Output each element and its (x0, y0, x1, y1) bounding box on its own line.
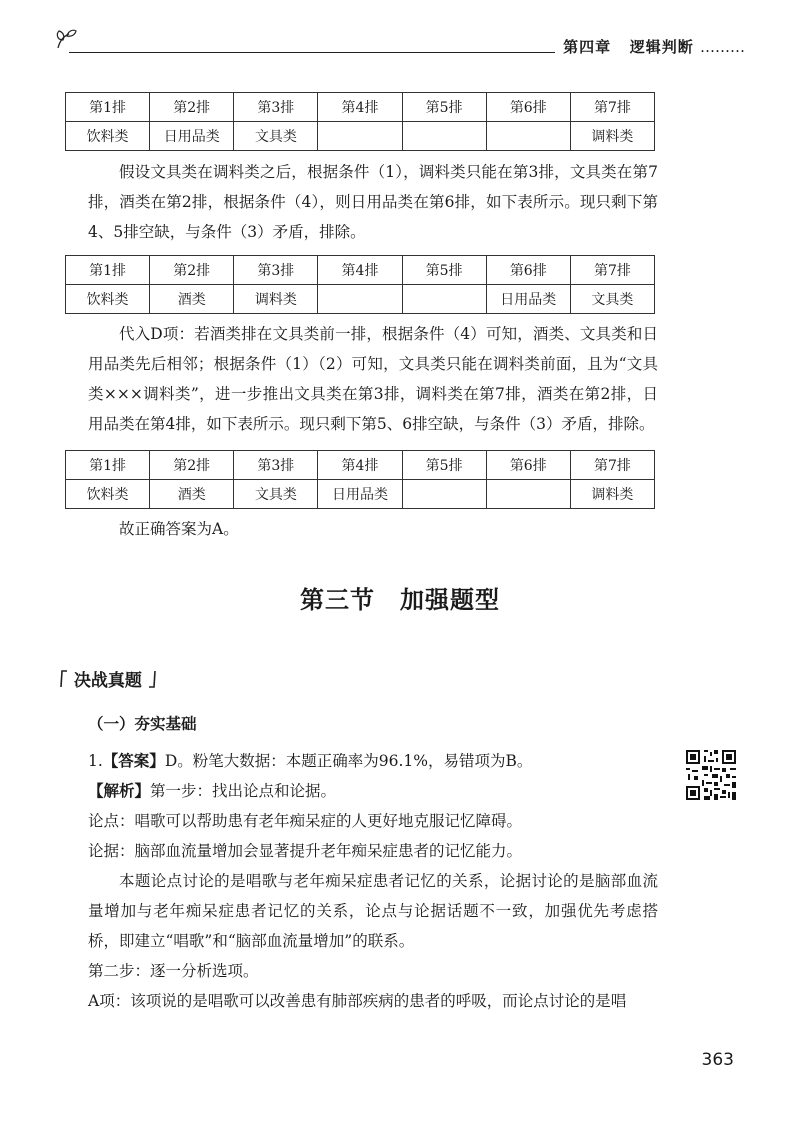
table-cell: 第6排 (486, 93, 570, 122)
table-cell: 第1排 (66, 451, 150, 480)
table-cell: 第3排 (234, 451, 318, 480)
table-cell: 第1排 (66, 256, 150, 285)
argument-line: 论点：唱歌可以帮助患有老年痴呆症的人更好地克服记忆障碍。 (88, 812, 523, 830)
table-cell: 饮料类 (66, 480, 150, 509)
table-cell: 第1排 (66, 93, 150, 122)
paragraph-case-d: 代入D项：若酒类排在文具类前一排，根据条件（4）可知，酒类、文具类和日用品类先后相邻；根据条件（1）（2）可知，文具类只能在调料类前面，且为“文具类×××调料类”，进一步推出文具类在第3排，调料类在第7排，酒类在第2排，日用品类在第4排，如下表所示。现只剩下第5、6排空缺，与条件（3）矛盾，排除。 (88, 325, 658, 433)
table-cell: 第7排 (570, 451, 654, 480)
table-cell (402, 285, 486, 314)
table-cell: 日用品类 (150, 122, 234, 151)
table-cell: 酒类 (150, 480, 234, 509)
table-row (66, 451, 655, 480)
table-cell: 文具类 (570, 285, 654, 314)
table-cell (318, 122, 402, 151)
table-cell: 第4排 (318, 93, 402, 122)
subsection-title: （一）夯实基础 (88, 715, 197, 733)
table-cell: 文具类 (234, 122, 318, 151)
table-row (66, 256, 655, 285)
option-a-line: A项：该项说的是唱歌可以改善患有肺部疾病的患者的呼吸，而论点讨论的是唱 (88, 992, 627, 1010)
table-cell (402, 480, 486, 509)
table-cell: 酒类 (150, 285, 234, 314)
table-cell: 第5排 (402, 256, 486, 285)
arrangement-table-1 (65, 92, 655, 151)
arrangement-table-2 (65, 255, 655, 314)
leaf-icon (55, 28, 77, 50)
chapter-title: 逻辑判断 (629, 38, 694, 56)
table-row (66, 93, 655, 122)
analysis-tag: 【解析】 (88, 782, 151, 800)
answer-line: 1.【答案】D。粉笔大数据：本题正确率为96.1%，易错项为B。 (88, 752, 533, 770)
table-cell: 文具类 (234, 480, 318, 509)
bracket-right-icon (148, 669, 156, 689)
table-cell: 第6排 (486, 451, 570, 480)
table-cell (318, 285, 402, 314)
arrangement-table-3 (65, 450, 655, 509)
table-row (66, 480, 655, 509)
table-cell: 饮料类 (66, 285, 150, 314)
header-rule (69, 52, 555, 53)
evidence-line: 论据：脑部血流量增加会显著提升老年痴呆症患者的记忆能力。 (88, 842, 523, 860)
chapter-label (563, 36, 745, 57)
table-cell: 第3排 (234, 256, 318, 285)
table-cell (402, 122, 486, 151)
analysis-text: 第一步：找出论点和论据。 (150, 782, 337, 800)
conclusion-text: 故正确答案为A。 (119, 520, 239, 538)
table-cell: 第5排 (402, 451, 486, 480)
table-cell: 第4排 (318, 451, 402, 480)
header-dots: ……… (700, 38, 745, 56)
table-cell: 第3排 (234, 93, 318, 122)
table-cell: 日用品类 (486, 285, 570, 314)
table-row (66, 122, 655, 151)
analysis-line (88, 776, 658, 806)
page-header (55, 28, 745, 58)
table-cell: 饮料类 (66, 122, 150, 151)
table-cell: 第7排 (570, 93, 654, 122)
box-title (60, 666, 156, 691)
answer-tag: 【答案】 (102, 752, 165, 770)
table-cell: 第2排 (150, 93, 234, 122)
bracket-left-icon (60, 669, 68, 689)
table-cell: 调料类 (234, 285, 318, 314)
table-cell: 第5排 (402, 93, 486, 122)
table-cell: 日用品类 (318, 480, 402, 509)
table-cell: 第2排 (150, 451, 234, 480)
table-cell: 调料类 (570, 480, 654, 509)
table-cell (486, 480, 570, 509)
table-cell: 第4排 (318, 256, 402, 285)
page-number: 363 (701, 1050, 734, 1070)
section-title: 第三节 加强题型 (300, 586, 500, 614)
table-cell: 第7排 (570, 256, 654, 285)
table-cell: 调料类 (570, 122, 654, 151)
step2-line: 第二步：逐一分析选项。 (88, 962, 259, 980)
table-cell: 第6排 (486, 256, 570, 285)
box-title-text: 决战真题 (73, 671, 142, 691)
qr-code-icon[interactable] (684, 748, 738, 802)
chapter-number: 第四章 (563, 38, 612, 56)
paragraph-case-c: 假设文具类在调料类之后，根据条件（1），调料类只能在第3排，文具类在第7排，酒类在第2排，根据条件（4），则日用品类在第6排，如下表所示。现只剩下第4、5排空缺，与条件（3）矛盾，排除。 (88, 163, 658, 241)
table-cell (486, 122, 570, 151)
answer-text: D。粉笔大数据：本题正确率为96.1%，易错项为B。 (164, 752, 533, 770)
table-row (66, 285, 655, 314)
analysis-paragraph: 本题论点讨论的是唱歌与老年痴呆症患者记忆的关系，论据讨论的是脑部血流量增加与老年痴呆症患者记忆的关系，论点与论据话题不一致，加强优先考虑搭桥，即建立“唱歌”和“脑部血流量增加”的联系。 (88, 872, 658, 950)
table-cell: 第2排 (150, 256, 234, 285)
